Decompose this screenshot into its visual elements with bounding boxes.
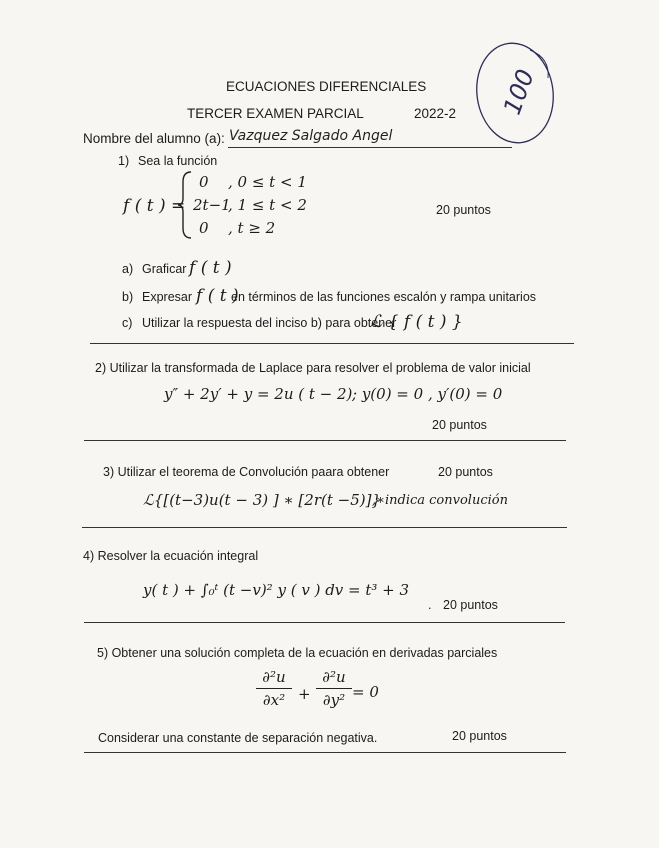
case-3-expr: 0 bbox=[199, 219, 209, 237]
q1b-text: Expresar bbox=[142, 290, 193, 304]
q1c-text: Utilizar la respuesta del inciso b) para obtener bbox=[142, 316, 397, 330]
q3-points: 20 puntos bbox=[438, 465, 493, 479]
q5-numerator-2: ∂²u bbox=[322, 668, 346, 686]
q4-text: 4) Resolver la ecuación integral bbox=[83, 549, 259, 563]
q1-number: 1) bbox=[118, 154, 130, 168]
q5-denominator-1: ∂x² bbox=[262, 691, 286, 709]
case-3-cond: , t ≥ 2 bbox=[228, 219, 276, 237]
q1-points: 20 puntos bbox=[436, 203, 491, 217]
grade-mark: 100 bbox=[497, 65, 540, 119]
q5-fraction-bar-1 bbox=[256, 688, 292, 689]
q4-equation: y( t ) + ∫₀ᵗ (t −v)² y ( v ) dv = t³ + 3 bbox=[143, 581, 410, 599]
q1b-label: b) bbox=[122, 290, 134, 304]
divider-2 bbox=[84, 440, 566, 441]
case-2-cond: , 1 ≤ t < 2 bbox=[228, 196, 307, 214]
q2-text: 2) Utilizar la transformada de Laplace para resolver el problema de valor inicial bbox=[95, 361, 531, 375]
q4-dot: . bbox=[428, 598, 432, 612]
q5-numerator-1: ∂²u bbox=[262, 668, 286, 686]
q5-points: 20 puntos bbox=[452, 729, 507, 743]
q1-function-lhs: f ( t ) = bbox=[123, 196, 186, 216]
q1b-rest: en términos de las funciones escalón y rampa unitarios bbox=[231, 290, 537, 304]
student-name-label: Nombre del alumno (a): bbox=[83, 131, 225, 146]
q1a-math: f ( t ) bbox=[189, 258, 232, 278]
divider-4 bbox=[84, 622, 565, 623]
q2-conditions: ; y(0) = 0 , y′(0) = 0 bbox=[352, 385, 503, 403]
q5-text: 5) Obtener una solución completa de la ecuación en derivadas parciales bbox=[97, 646, 498, 660]
q3-text: 3) Utilizar el teorema de Convolución paara obtener bbox=[103, 465, 390, 479]
q5-rhs: = 0 bbox=[352, 683, 379, 701]
name-underline bbox=[228, 147, 512, 148]
case-2-expr: 2t−1 bbox=[193, 196, 231, 214]
q3-expression: ℒ{[(t−3)u(t − 3) ] ∗ [2r(t −5)]} bbox=[143, 491, 382, 509]
q1b-math: f ( t ) bbox=[196, 286, 239, 306]
q1c-math: ℒ { f ( t ) } bbox=[370, 312, 463, 332]
course-title: ECUACIONES DIFERENCIALES bbox=[226, 79, 427, 94]
case-1-cond: , 0 ≤ t < 1 bbox=[228, 173, 307, 191]
exam-title: TERCER EXAMEN PARCIAL bbox=[187, 106, 364, 121]
q5-fraction-2 bbox=[316, 668, 352, 709]
divider-5 bbox=[84, 752, 566, 753]
piecewise-brace-icon bbox=[177, 170, 193, 240]
q5-note: Considerar una constante de separación negativa. bbox=[98, 731, 378, 745]
q5-plus: + bbox=[298, 685, 311, 703]
divider-1 bbox=[90, 343, 574, 344]
q3-note: ,∗indica convolución bbox=[372, 493, 508, 508]
q5-denominator-2: ∂y² bbox=[322, 691, 346, 709]
q2-equation: y″ + 2y′ + y = 2u ( t − 2) bbox=[164, 385, 353, 403]
q5-fraction-bar-2 bbox=[316, 688, 352, 689]
q1a-text: Graficar bbox=[142, 262, 187, 276]
student-name: Vazquez Salgado Angel bbox=[229, 128, 393, 144]
q2-points: 20 puntos bbox=[432, 418, 487, 432]
divider-3 bbox=[82, 527, 567, 528]
q4-points: 20 puntos bbox=[443, 598, 498, 612]
q1-intro: Sea la función bbox=[138, 154, 218, 168]
q5-fraction-1 bbox=[256, 668, 292, 709]
q1a-label: a) bbox=[122, 262, 134, 276]
q1c-label: c) bbox=[122, 316, 133, 330]
case-1-expr: 0 bbox=[199, 173, 209, 191]
exam-term: 2022-2 bbox=[414, 106, 457, 121]
